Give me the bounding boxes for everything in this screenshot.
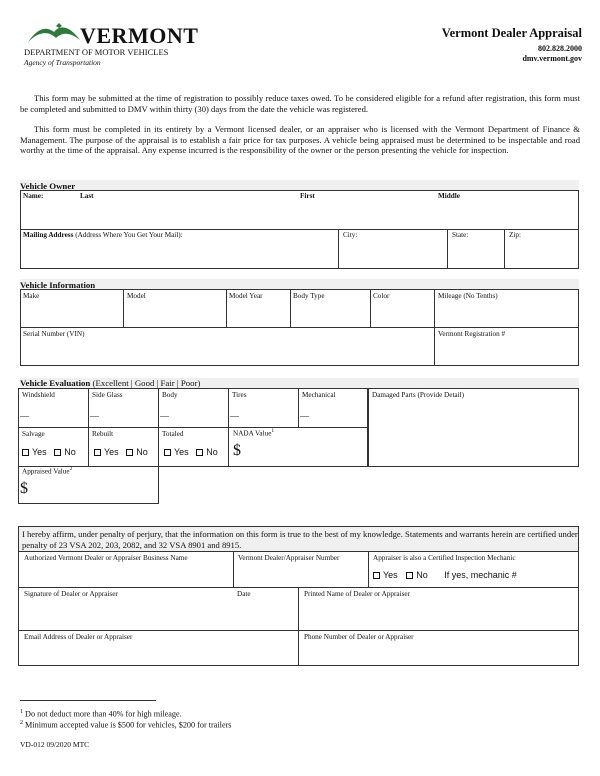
side-glass-field[interactable]: __ bbox=[90, 408, 99, 418]
email-field[interactable] bbox=[20, 643, 296, 664]
city-field[interactable] bbox=[340, 240, 445, 267]
intro-paragraph-1: This form may be submitted at the time of registration to possibly reduce taxes owed. To be considered eligible for a refund after registration, this form must be completed and submitted to DMV within thirty (30) days from the date the vehicle was registered. bbox=[20, 93, 580, 114]
date-field[interactable] bbox=[234, 600, 296, 628]
mechanic-no-checkbox[interactable]: No bbox=[406, 570, 428, 580]
printed-name-label: Printed Name of Dealer or Appraiser bbox=[304, 590, 410, 598]
vin-field[interactable] bbox=[22, 338, 432, 364]
mechanic-number-label: If yes, mechanic # bbox=[444, 570, 517, 580]
color-field[interactable] bbox=[372, 300, 432, 326]
body-field[interactable]: __ bbox=[160, 408, 169, 418]
date-label: Date bbox=[237, 590, 251, 598]
affirmation-text: I hereby affirm, under penalty of perjury, that the information on this form is true to the best of my knowledge. Statements and warrants herein are certified under penalty of 23 VSA 202, 203, 2082, and 32 VSA 8901 and 8915. bbox=[22, 529, 578, 550]
model-year-field[interactable] bbox=[228, 300, 288, 326]
dealer-number-field[interactable] bbox=[235, 564, 366, 586]
rebuilt-no-checkbox[interactable]: No bbox=[126, 447, 148, 457]
evaluation-section-title: Vehicle Evaluation (Excellent | Good | Fair | Poor) bbox=[20, 378, 201, 388]
mailing-address-field[interactable] bbox=[22, 240, 336, 267]
page-header bbox=[22, 20, 582, 70]
state-name: VERMONT bbox=[80, 23, 199, 48]
first-name-label: First bbox=[300, 192, 315, 200]
nada-dollar-sign: $ bbox=[233, 442, 241, 459]
footnote-rule bbox=[20, 700, 156, 701]
mountain-icon bbox=[26, 22, 82, 46]
state-label: State: bbox=[452, 231, 469, 239]
agency-name: Agency of Transportation bbox=[24, 58, 101, 67]
footnote-2: $^2$ Minimum accepted value is $500 for vehicles, $200 for trailers bbox=[20, 720, 232, 730]
windshield-label: Windshield bbox=[22, 391, 55, 399]
body-type-label: Body Type bbox=[293, 292, 325, 300]
owner-section-title: Vehicle Owner bbox=[20, 181, 76, 191]
business-name-field[interactable] bbox=[20, 564, 231, 586]
mechanic-label: Appraiser is also a Certified Inspection Mechanic bbox=[373, 554, 516, 562]
salvage-label: Salvage bbox=[22, 430, 45, 438]
side-glass-label: Side Glass bbox=[92, 391, 123, 399]
body-type-field[interactable] bbox=[292, 300, 368, 326]
signature-label: Signature of Dealer or Appraiser bbox=[24, 590, 118, 598]
windshield-field[interactable]: __ bbox=[20, 408, 29, 418]
dealer-number-label: Vermont Dealer/Appraiser Number bbox=[238, 554, 340, 562]
make-field[interactable] bbox=[22, 300, 121, 326]
nada-value-field[interactable] bbox=[246, 440, 366, 465]
appraised-value-field[interactable] bbox=[34, 478, 156, 502]
vermont-logo bbox=[22, 20, 222, 70]
color-label: Color bbox=[373, 292, 390, 300]
signature-field[interactable] bbox=[20, 600, 230, 628]
model-year-label: Model Year bbox=[229, 292, 263, 300]
mileage-label: Mileage (No Tenths) bbox=[438, 292, 498, 300]
zip-label: Zip: bbox=[509, 231, 521, 239]
phone-label: Phone Number of Dealer or Appraiser bbox=[304, 633, 414, 641]
form-id: VD-012 09/2020 MTC bbox=[20, 740, 90, 749]
mechanic-options bbox=[373, 570, 517, 580]
totaled-label: Totaled bbox=[162, 430, 184, 438]
totaled-yes-checkbox[interactable]: Yes bbox=[164, 447, 189, 457]
last-name-label: Last bbox=[80, 192, 94, 200]
totaled-no-checkbox[interactable]: No bbox=[196, 447, 218, 457]
tires-label: Tires bbox=[232, 391, 247, 399]
make-label: Make bbox=[23, 292, 40, 300]
registration-label: Vermont Registration # bbox=[438, 330, 506, 338]
tires-field[interactable]: __ bbox=[230, 408, 239, 418]
phone-number: 802.828.2000 bbox=[538, 44, 582, 53]
phone-field[interactable] bbox=[300, 643, 577, 664]
website: dmv.vermont.gov bbox=[522, 54, 582, 63]
rebuilt-yes-checkbox[interactable]: Yes bbox=[94, 447, 119, 457]
email-label: Email Address of Dealer or Appraiser bbox=[24, 633, 133, 641]
business-name-label: Authorized Vermont Dealer or Appraiser Business Name bbox=[24, 554, 188, 562]
body-label: Body bbox=[162, 391, 178, 399]
name-label: Name: bbox=[23, 192, 44, 200]
salvage-yes-checkbox[interactable]: Yes bbox=[22, 447, 47, 457]
appraised-dollar-sign: $ bbox=[20, 480, 28, 497]
totaled-options bbox=[164, 447, 218, 457]
vin-label: Serial Number (VIN) bbox=[23, 330, 85, 338]
appraised-value-label: Appraised Value$^2$ bbox=[22, 466, 73, 476]
mechanic-yes-checkbox[interactable]: Yes bbox=[373, 570, 398, 580]
registration-field[interactable] bbox=[436, 338, 577, 364]
department-name: DEPARTMENT OF MOTOR VEHICLES bbox=[24, 47, 169, 57]
rebuilt-label: Rebuilt bbox=[92, 430, 114, 438]
rebuilt-options bbox=[94, 447, 148, 457]
owner-header-shade bbox=[20, 180, 579, 190]
mechanical-label: Mechanical bbox=[302, 391, 336, 399]
mailing-address-label: Mailing Address (Address Where You Get Your Mail): bbox=[23, 231, 183, 239]
owner-name-field[interactable] bbox=[22, 200, 577, 227]
city-label: City: bbox=[343, 231, 358, 239]
mileage-field[interactable] bbox=[436, 300, 577, 326]
state-field[interactable] bbox=[449, 240, 502, 267]
salvage-no-checkbox[interactable]: No bbox=[54, 447, 76, 457]
model-field[interactable] bbox=[125, 300, 224, 326]
damaged-parts-label: Damaged Parts (Provide Detail) bbox=[372, 391, 465, 399]
zip-field[interactable] bbox=[506, 240, 577, 267]
form-title: Vermont Dealer Appraisal bbox=[441, 26, 582, 40]
vehicle-header-shade bbox=[20, 279, 579, 289]
intro-paragraph-2: This form must be completed in its entirety by a Vermont licensed dealer, or an appraiser who is licensed with the Vermont Department of Finance & Management. The purpose of the appraisal is to establish a fair price for tax purposes. A vehicle being appraised must be determined to be inspectable and road worthy at the time of the appraisal. Any expense incurred is the responsibility of the owner or the person presenting the vehicle for inspection. bbox=[20, 124, 580, 156]
footnote-1: $^1$ Do not deduct more than 40% for high mileage. bbox=[20, 709, 182, 719]
title-block bbox=[442, 26, 582, 63]
model-label: Model bbox=[127, 292, 146, 300]
nada-value-label: NADA Value$^1$ bbox=[233, 428, 275, 438]
vehicle-section-title: Vehicle Information bbox=[20, 280, 96, 290]
salvage-options bbox=[22, 447, 76, 457]
middle-name-label: Middle bbox=[438, 192, 460, 200]
printed-name-field[interactable] bbox=[300, 600, 577, 628]
damaged-parts-field[interactable] bbox=[370, 400, 577, 465]
mechanical-field[interactable]: __ bbox=[300, 408, 309, 418]
